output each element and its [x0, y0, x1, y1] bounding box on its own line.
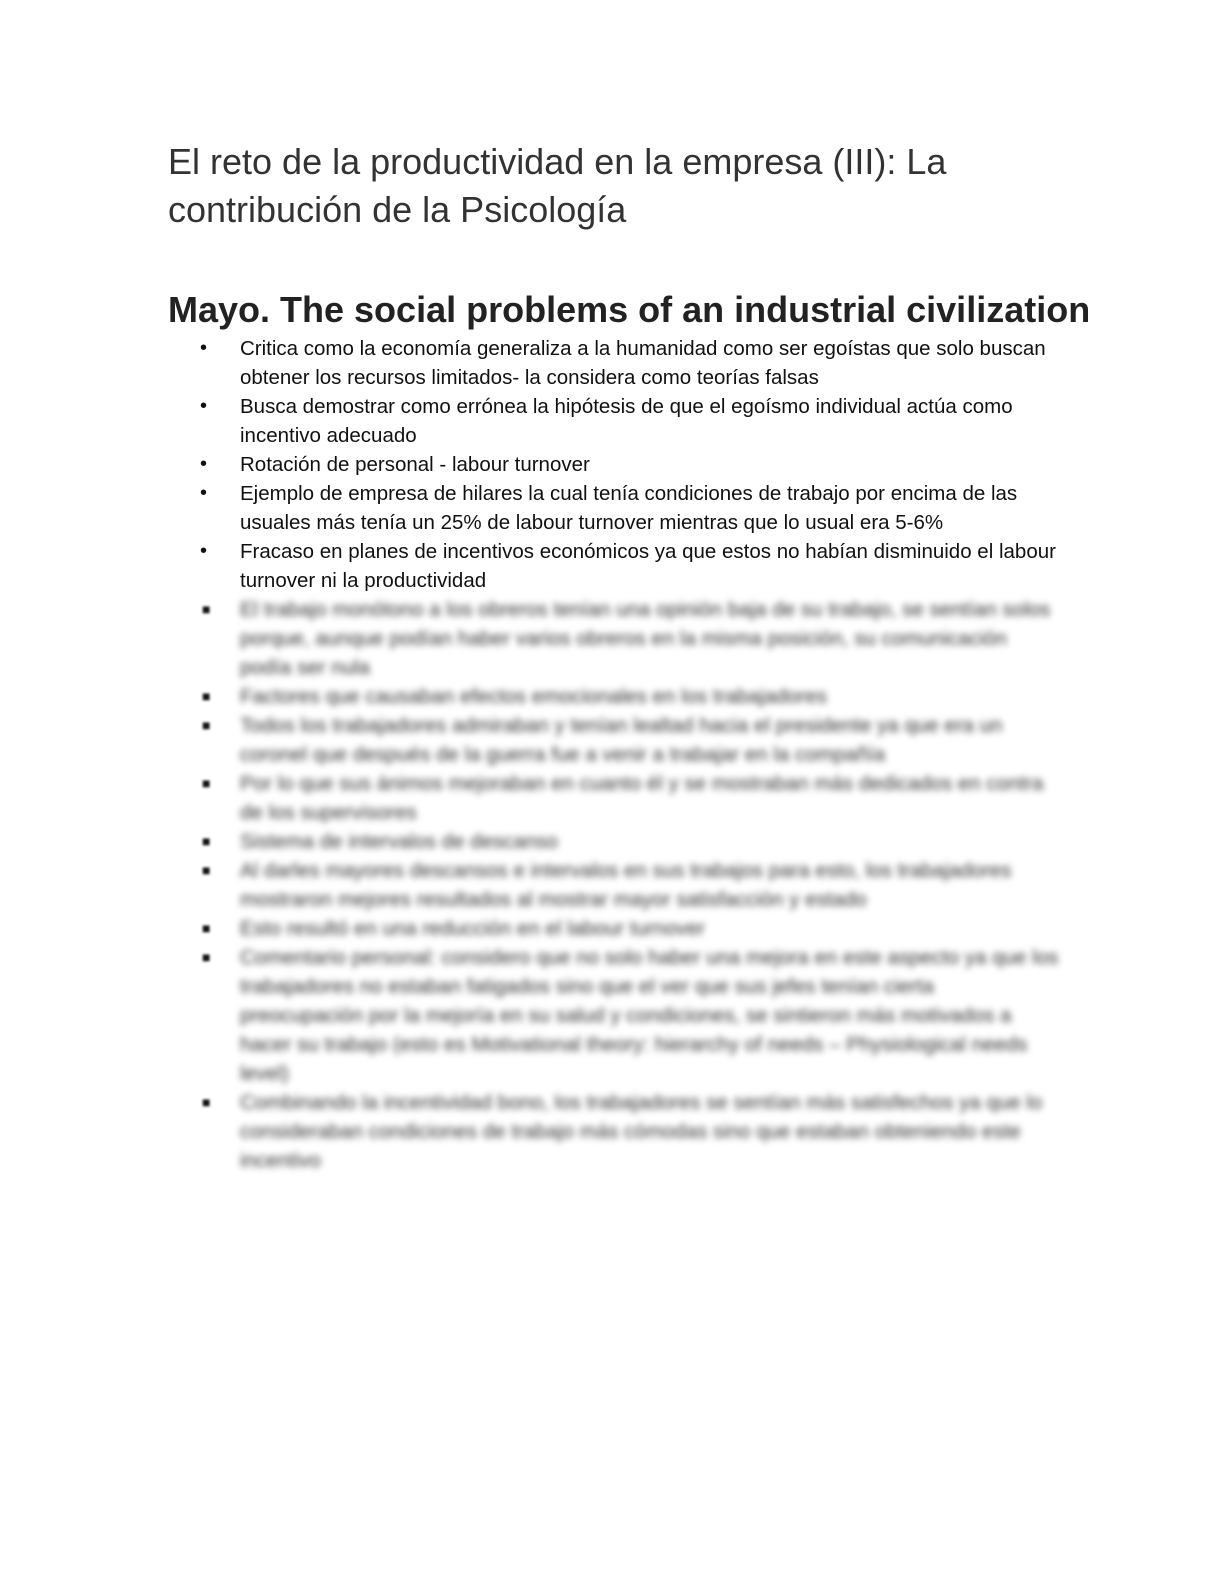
bullet-icon: •: [200, 453, 208, 475]
blurred-list-item: [200, 769, 1060, 827]
list-item-text: Rotación de personal - labour turnover: [240, 453, 590, 476]
list-item-text: Busca demostrar como errónea la hipótesis de que el egoísmo individual actúa como incentivo adecuado: [240, 395, 1013, 447]
bullet-icon: •: [200, 337, 208, 359]
square-bullet-icon: ■: [202, 688, 211, 704]
blurred-item-text: Sistema de intervalos de descanso: [240, 830, 558, 853]
blurred-list-item: [200, 682, 1060, 711]
blurred-list-item: [200, 914, 1060, 943]
square-bullet-icon: ■: [202, 775, 211, 791]
blurred-item-text: Todos los trabajadores admiraban y tenían lealtad hacia el presidente ya que era un coronel que después de la guerra fue a venir a trabajar en la compañía: [240, 714, 1003, 766]
blurred-item-text: Esto resultó en una reducción en el labour turnover: [240, 917, 705, 940]
blurred-item-text: El trabajo monótono a los obreros tenían una opinión baja de su trabajo, se sentían solos porque, aunque podían haber varios obreros en la misma posición, su comunicación podía ser nula: [240, 598, 1051, 679]
list-item: [200, 479, 1060, 537]
list-item: [200, 537, 1060, 595]
square-bullet-icon: ■: [202, 717, 211, 733]
list-item: [200, 392, 1060, 450]
blurred-list-item: [200, 595, 1060, 682]
bullet-icon: •: [200, 395, 208, 417]
blurred-list-item: [200, 943, 1060, 1088]
bullet-icon: •: [200, 482, 208, 504]
square-bullet-icon: ■: [202, 862, 211, 878]
square-bullet-icon: ■: [202, 1094, 211, 1110]
list-item: [200, 334, 1060, 392]
section-heading: Mayo. The social problems of an industrial civilization: [168, 289, 1091, 330]
square-bullet-icon: ■: [202, 601, 211, 617]
blurred-list-item: [200, 856, 1060, 914]
square-bullet-icon: ■: [202, 920, 211, 936]
blurred-list-item: [200, 711, 1060, 769]
blurred-item-text: Al darles mayores descansos e intervalos en sus trabajos para esto, los trabajadores mostraron mejores resultados al mostrar mayor satisfacción y estado: [240, 859, 1012, 911]
list-item: [200, 450, 1060, 479]
blurred-item-text: Comentario personal: considero que no solo haber una mejora en este aspecto ya que los trabajadores no estaban fatigados sino que el ver que sus jefes tenían cierta preocupación por la mejoría en su salud y condiciones, se sintieron más motivados a hacer su trabajo (esto es Motivational theory: hierarchy of needs – Physiological needs level): [240, 946, 1059, 1085]
blurred-list-item: [200, 827, 1060, 856]
bullet-icon: •: [200, 540, 208, 562]
list-item-text: Fracaso en planes de incentivos económicos ya que estos no habían disminuido el labour turnover ni la productividad: [240, 540, 1056, 592]
square-bullet-icon: ■: [202, 949, 211, 965]
list-item-text: Ejemplo de empresa de hilares la cual tenía condiciones de trabajo por encima de las usuales más tenía un 25% de labour turnover mientras que lo usual era 5-6%: [240, 482, 1018, 534]
bullet-list: [200, 334, 1060, 1175]
square-bullet-icon: ■: [202, 833, 211, 849]
list-item-text: Critica como la economía generaliza a la humanidad como ser egoístas que solo buscan obtener los recursos limitados- la considera como teorías falsas: [240, 337, 1046, 389]
blurred-list-item: [200, 1088, 1060, 1175]
blurred-item-text: Por lo que sus ánimos mejoraban en cuanto él y se mostraban más dedicados en contra de los supervisores: [240, 772, 1044, 824]
blurred-item-text: Combinando la incentividad bono, los trabajadores se sentían más satisfechos ya que lo consideraban condiciones de trabajo más cómodas sino que estaban obteniendo este incentivo: [240, 1091, 1043, 1172]
blurred-item-text: Factores que causaban efectos emocionales en los trabajadores: [240, 685, 827, 708]
document-title: El reto de la productividad en la empresa (III): La contribución de la Psicología: [168, 141, 947, 230]
